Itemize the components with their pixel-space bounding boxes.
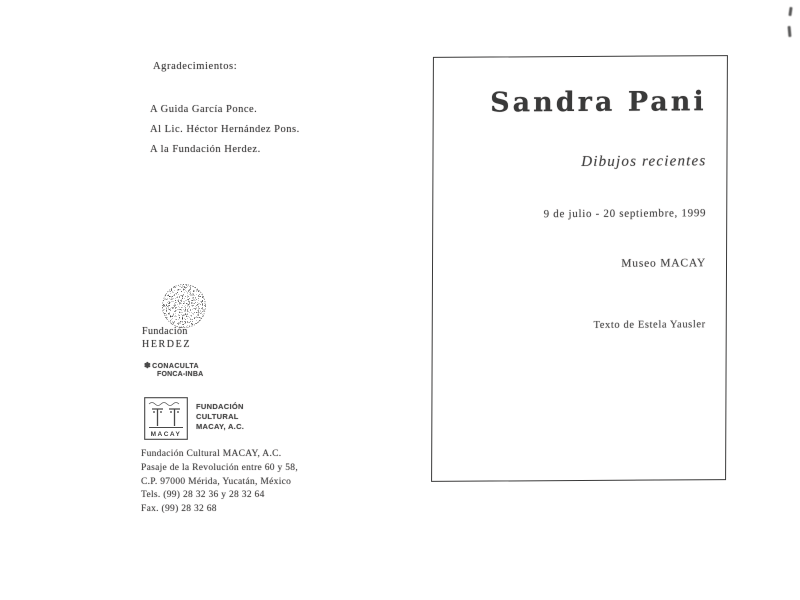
macay-logo-label: MACAY <box>150 431 182 438</box>
conaculta-line2: FONCA-INBA <box>157 370 204 378</box>
acknowledgment-line: A la Fundación Herdez. <box>150 144 261 155</box>
conaculta-label: CONACULTA <box>152 363 199 370</box>
artist-name: Sandra Pani <box>490 86 707 119</box>
address-block <box>141 448 298 517</box>
macay-lockup-line3: MACAY, A.C. <box>196 422 245 431</box>
exhibition-title-box <box>431 55 728 482</box>
macay-lockup-line2: CULTURAL <box>196 412 239 421</box>
address-line: Fax. (99) 28 32 68 <box>141 504 217 515</box>
exhibition-subtitle: Dibujos recientes <box>581 153 707 170</box>
conaculta-line1 <box>144 362 203 371</box>
address-line: Tels. (99) 28 32 36 y 28 32 64 <box>141 490 265 501</box>
herdez-line1: Fundación <box>142 326 188 337</box>
address-line: Fundación Cultural MACAY, A.C. <box>141 449 282 459</box>
acknowledgment-line: A Guida García Ponce. <box>150 104 258 115</box>
acknowledgment-line: Al Lic. Héctor Hernández Pons. <box>150 124 300 135</box>
exhibition-venue: Museo MACAY <box>621 257 707 270</box>
macay-lockup-line1: FUNDACIÓN <box>196 402 244 411</box>
exhibition-dates: 9 de julio - 20 septiembre, 1999 <box>543 207 707 221</box>
acknowledgments-title: Agradecimientos: <box>153 61 238 72</box>
herdez-line2: HERDEZ <box>142 338 192 350</box>
conaculta-flower-icon: ✽ <box>144 361 152 370</box>
macay-lockup-text <box>196 402 244 432</box>
scan-artifact-mark <box>788 26 792 37</box>
macay-logo-icon <box>144 397 188 440</box>
scan-artifact-mark <box>788 7 792 16</box>
address-line: Pasaje de la Revolución entre 60 y 58, <box>141 462 299 473</box>
herdez-logo-icon <box>161 283 207 329</box>
conaculta-logo <box>144 362 203 378</box>
herdez-logo-text <box>142 326 191 351</box>
text-credit: Texto de Estela Yausler <box>593 319 706 331</box>
address-line: C.P. 97000 Mérida, Yucatán, México <box>141 476 292 487</box>
